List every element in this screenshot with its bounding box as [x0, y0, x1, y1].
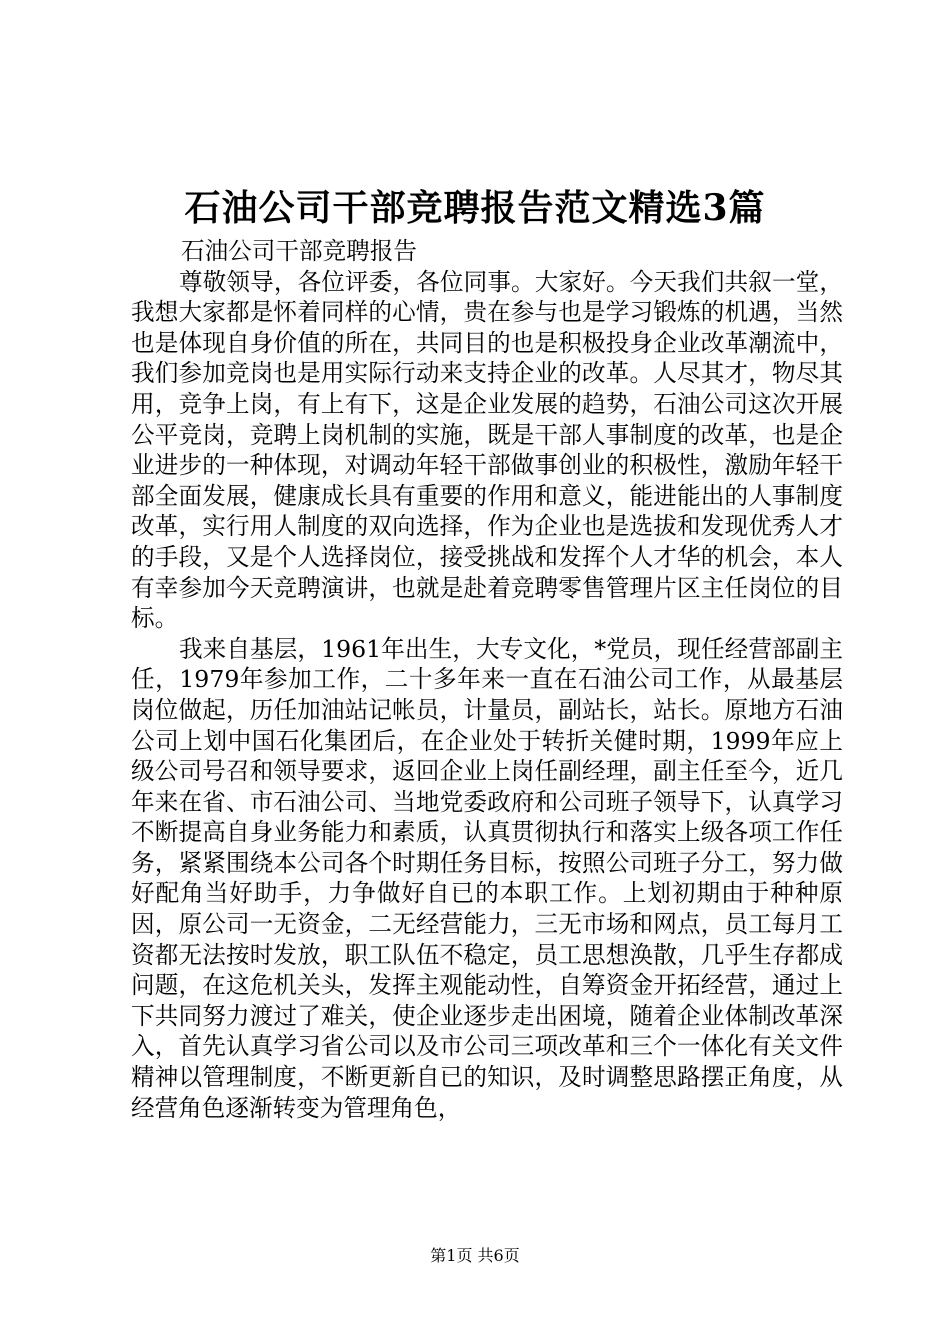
- paragraph: 我来自基层，1961年出生，大专文化，*党员，现任经营部副主任，1979年参加工作，二十多年来一直在石油公司工作，从最基层岗位做起，历任加油站记帐员，计量员，副站长，站长。原地方石油公司上划中国石化集团后，在企业处于转折关健时期，1999年应上级公司号召和领导要求，返回企业上岗任副经理，副主任至今，近几年来在省、市石油公司、当地党委政府和公司班子领导下，认真学习不断提高自身业务能力和素质，认真贯彻执行和落实上级各项工作任务，紧紧围绕本公司各个时期任务目标，按照公司班子分工，努力做好配角当好助手，力争做好自已的本职工作。上划初期由于种种原因，原公司一无资金，二无经营能力，三无市场和网点，员工每月工资都无法按时发放，职工队伍不稳定，员工思想涣散，几乎生存都成问题，在这危机关头，发挥主观能动性，自筹资金开拓经营，通过上下共同努力渡过了难关，使企业逐步走出困境，随着企业体制改革深入，首先认真学习省公司以及市公司三项改革和三个一体化有关文件精神以管理制度，不断更新自已的知识，及时调整思路摆正角度，从经营角色逐渐转变为管理角色，: [131, 634, 843, 1122]
- document-subtitle: 石油公司干部竞聘报告: [181, 237, 417, 265]
- document-body: [131, 236, 843, 1123]
- document-title: 石油公司干部竞聘报告范文精选3篇: [184, 187, 766, 229]
- paragraph: 尊敬领导，各位评委，各位同事。大家好。今天我们共叙一堂，我想大家都是怀着同样的心情，贵在参与也是学习锻炼的机遇，当然也是体现自身价值的所在，共同目的也是积极投身企业改革潮流中，我们参加竞岗也是用实际行动来支持企业的改革。人尽其才，物尽其用，竞争上岗，有上有下，这是企业发展的趋势，石油公司这次开展公平竞岗，竞聘上岗机制的实施，既是干部人事制度的改革，也是企业进步的一种体现，对调动年轻干部做事创业的积极性，激励年轻干部全面发展，健康成长具有重要的作用和意义，能进能出的人事制度改革，实行用人制度的双向选择，作为企业也是选拔和发现优秀人才的手段，又是个人选择岗位，接受挑战和发挥个人才华的机会，本人有幸参加今天竞聘演讲，也就是赴着竞聘零售管理片区主任岗位的目标。: [131, 267, 843, 633]
- page-footer: 第1页 共6页: [430, 1246, 520, 1265]
